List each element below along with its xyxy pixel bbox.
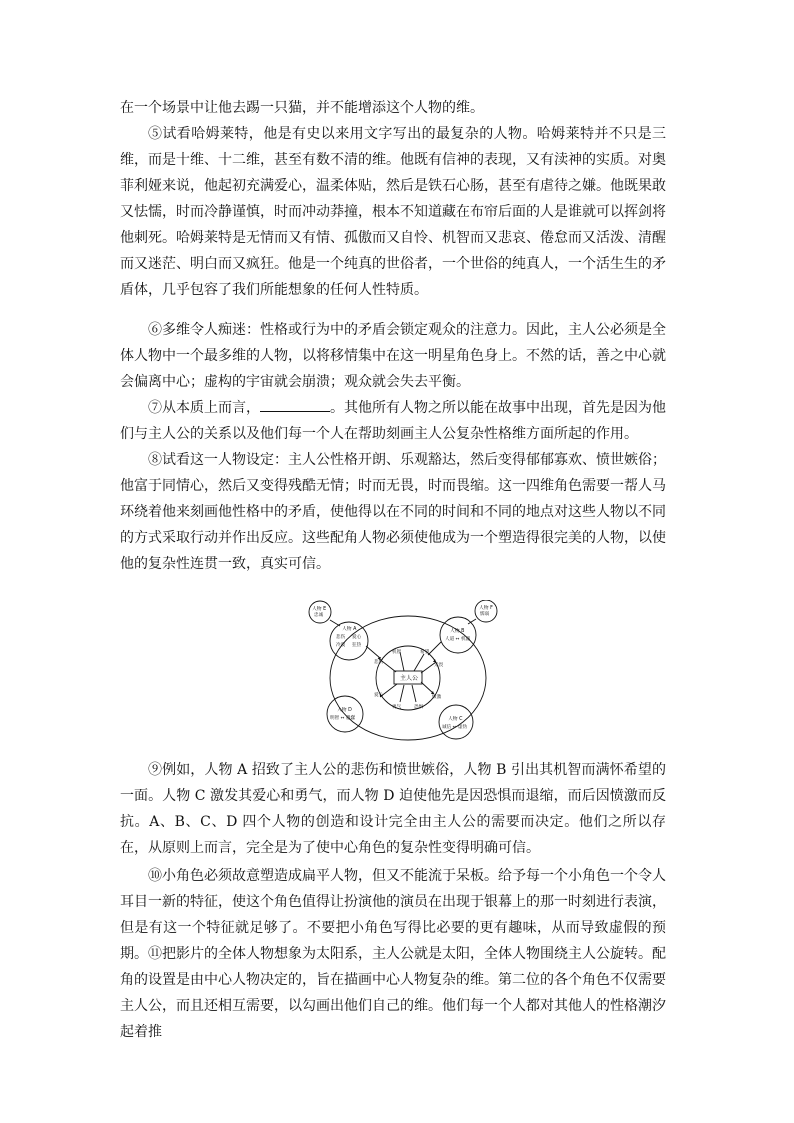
node-a-trait-2: 爱心 [352, 635, 362, 640]
paragraph-8: ⑧试看这一人物设定：主人公性格开朗、乐观豁达，然后变得郁郁寡欢、愤世嫉俗；他富于同情心，然后又变得残酷无情；时而无畏，时而畏缩。这一四维角色需要一帮人马环绕着他来刻画他性格中的矛盾，使他得以在不同的时间和不同的地点对这些人物以不同的方式采取行动并作出反应。这些配角人物必须使他成为一个塑造得很完美的人物，以使他的复杂性连贯一致，真实可信。 [120, 452, 666, 572]
node-b-traits: 人道 ↔ 机器 [445, 637, 471, 642]
paragraph-9: ⑨例如，人物 A 招致了主人公的悲伤和愤世嫉俗，人物 B 引出其机智而满怀希望的一面。人物 C 激发其爱心和勇气，而人物 D 迫使他先是因恐惧而退缩，而后因愤激而反抗。A、B、C、D 四个人物的创造和设计完全由主人公的需要而决定。他们之所以存在，从原则上而言，完全是为了使中心角色的复杂性变得明确可信。 [120, 762, 666, 856]
spoke-label: 悲伤 [374, 660, 384, 665]
node-b-name: 人物 B [450, 629, 465, 634]
center-label: 主人公 [400, 675, 419, 682]
node-f-traits: 懦弱 [480, 612, 490, 617]
node-c-name: 人物 C [448, 717, 463, 722]
node-d-name: 人物 D [337, 708, 352, 713]
node-f-name: 人物 F [479, 606, 493, 611]
paragraph-7-start: ⑦从本质上而言， [148, 400, 260, 416]
paragraph-0: 在一个场景中让他去踢一只猫，并不能增添这个人物的维。 [120, 100, 484, 116]
spoke-label: 希望 [420, 650, 430, 655]
paragraph-6: ⑥多维令人痴迷：性格或行为中的矛盾会锁定观众的注意力。因此，主人公必须是全体人物中一个最多维的人物，以将移情集中在这一明星角色身上。不然的话，善之中心就会偏离中心；虚构的宇宙就会崩溃；观众就会失去平衡。 [120, 322, 666, 390]
node-c-circle [439, 705, 473, 739]
node-d-traits: 明智 ↔ 愚蠢 [330, 716, 356, 721]
fill-in-blank[interactable] [260, 397, 330, 412]
paragraph-10: ⑩小角色必须故意塑造成扁平人物，但又不能流于呆板。给予每一个小角色一个令人耳目一新的特征，使这个角色值得让扮演他的演员在出现于银幕上的那一时刻进行表演，但是有这一个特征就足够了。不要把小角色写得比必要的更有趣味，从而导致虚假的预期。 [120, 868, 666, 962]
paragraph-5: ⑤试看哈姆莱特，他是有史以来用文字写出的最复杂的人物。哈姆莱特并不只是三维，而是十维、十二维，甚至有数不清的维。他既有信神的表现，又有渎神的实质。对奥菲利娅来说，他起初充满爱心，温柔体贴，然后是铁石心肠，甚至有虐待之嫌。他既果敢又怯懦，时而冷静谨慎，时而冲动莽撞，根本不知道藏在布帘后面的人是谁就可以挥剑将他刺死。哈姆莱特是无情而又有情、孤傲而又自怜、机智而又悲哀、倦怠而又活泼、清醒而又迷茫、明白而又疯狂。他是一个纯真的世俗者，一个世俗的纯真人，一个活生生的矛盾体，几乎包容了我们所能想象的任何人性特质。 [120, 126, 666, 298]
spoke-label: 恐惧 [414, 705, 424, 710]
spoke-label: 勇气 [392, 705, 402, 710]
node-e-name: 人物 E [312, 607, 327, 612]
node-a-trait-1: 悲伤 [336, 635, 346, 640]
spoke-label: 机智 [392, 650, 402, 655]
paragraph-7-end: 。其他所有人物之所以能在故事中出现，首先是因为他们与主人公的关系以及他们每一个人在帮助刻画主人公复杂性格维方面所起的作用。 [120, 400, 666, 442]
spoke-label: 愤激 [432, 695, 442, 700]
node-f-circle [475, 600, 497, 622]
node-a-trait-3: 冷漠 [336, 643, 346, 648]
spoke-label: 无畏 [434, 663, 444, 668]
spoke-label: 爱心 [374, 693, 384, 698]
character-diagram [300, 600, 514, 748]
node-a-trait-4: 狂热 [352, 643, 362, 648]
node-c-traits: 诚信 ↔ 虚伪 [442, 725, 468, 730]
node-a-name: 人物 A [342, 627, 357, 632]
paragraph-7 [120, 395, 666, 447]
node-d-circle [327, 696, 363, 732]
paragraph-11: ⑪把影片的全体人物想象为太阳系，主人公就是太阳，全体人物围绕主人公旋转。配角的设置是由中心人物决定的，旨在描画中心人物复杂的维。第二位的各个角色不仅需要主人公，而且还相互需要，以勾画出他们自己的维。他们每一个人都对其他人的性格潮汐起着推 [120, 946, 666, 1040]
node-e-circle [309, 601, 331, 623]
node-e-traits: 忠诚 [314, 613, 324, 618]
